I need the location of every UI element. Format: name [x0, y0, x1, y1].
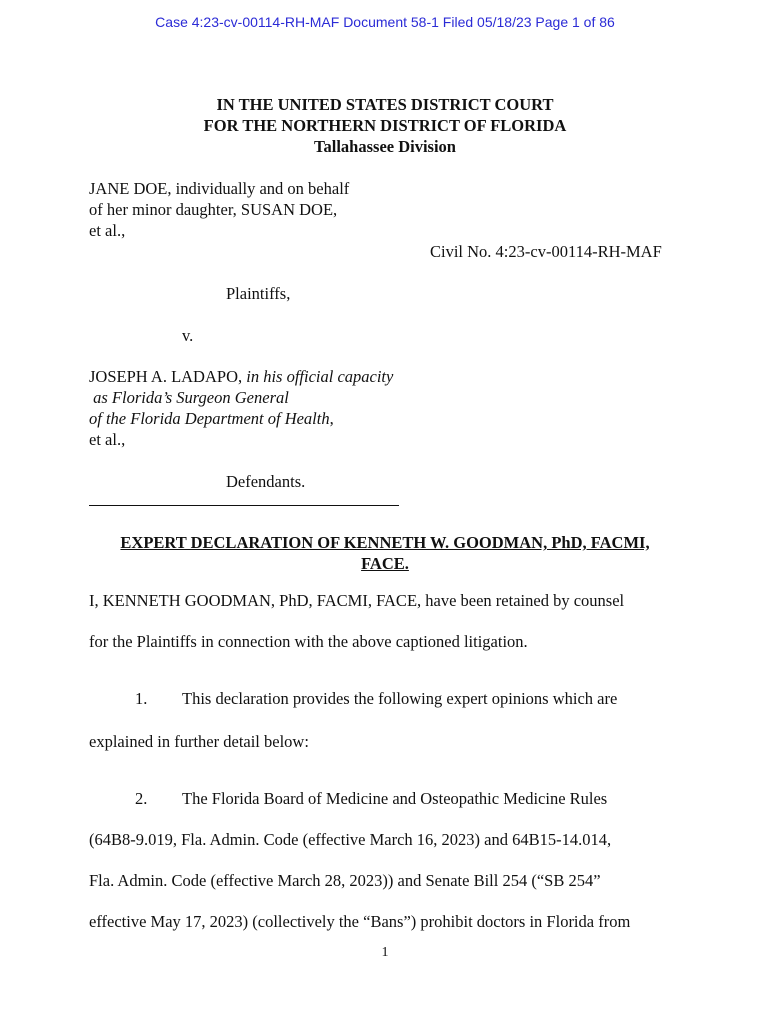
- intro-line-1: I, KENNETH GOODMAN, PhD, FACMI, FACE, have been retained by counsel: [89, 591, 625, 610]
- defendant-name: JOSEPH A. LADAPO,: [89, 367, 247, 386]
- paragraph-1-line-2: explained in further detail below:: [89, 732, 309, 751]
- caption-divider: [89, 505, 399, 506]
- page-number: 1: [381, 945, 389, 960]
- defendant-line-3: [89, 408, 334, 429]
- defendant-agency: of the Florida Department of Health: [89, 409, 330, 428]
- paragraph-2-line-4: effective May 17, 2023) (collectively the “Bans”) prohibit doctors in Florida from: [89, 912, 631, 931]
- paragraph-2-line-3: Fla. Admin. Code (effective March 28, 2023)) and Senate Bill 254 (“SB 254”: [89, 871, 601, 890]
- intro-line-2: for the Plaintiffs in connection with the above captioned litigation.: [89, 632, 528, 651]
- defendant-line-4: et al.,: [89, 430, 126, 449]
- filing-stamp: Case 4:23-cv-00114-RH-MAF Document 58-1 Filed 05/18/23 Page 1 of 86: [155, 14, 615, 30]
- plaintiff-line-2: of her minor daughter, SUSAN DOE,: [89, 200, 338, 219]
- court-division: Tallahassee Division: [314, 137, 456, 156]
- declaration-title-line2: FACE.: [361, 554, 409, 573]
- paragraph-1-line-1: This declaration provides the following expert opinions which are: [182, 689, 618, 708]
- declaration-title-line1: EXPERT DECLARATION OF KENNETH W. GOODMAN, PhD, FACMI,: [120, 533, 650, 552]
- civil-number: Civil No. 4:23-cv-00114-RH-MAF: [430, 242, 662, 261]
- defendant-line-1: [89, 366, 393, 387]
- versus-label: v.: [182, 326, 194, 345]
- defendant-capacity: in his official capacity: [246, 367, 394, 386]
- paragraph-2-number: 2.: [135, 789, 148, 808]
- defendant-line-2: as Florida’s Surgeon General: [89, 388, 289, 407]
- paragraph-2-line-1: The Florida Board of Medicine and Osteopathic Medicine Rules: [182, 789, 608, 808]
- court-name-line1: IN THE UNITED STATES DISTRICT COURT: [216, 95, 554, 114]
- plaintiffs-label: Plaintiffs,: [226, 284, 291, 303]
- paragraph-2-line-2: (64B8-9.019, Fla. Admin. Code (effective March 16, 2023) and 64B15-14.014,: [89, 830, 612, 849]
- paragraph-1-number: 1.: [135, 689, 148, 708]
- plaintiff-line-1: JANE DOE, individually and on behalf: [89, 179, 350, 198]
- plaintiff-line-3: et al.,: [89, 221, 126, 240]
- defendants-label: Defendants.: [226, 472, 306, 491]
- defendant-agency-suffix: ,: [329, 409, 334, 428]
- court-name-line2: FOR THE NORTHERN DISTRICT OF FLORIDA: [203, 116, 567, 135]
